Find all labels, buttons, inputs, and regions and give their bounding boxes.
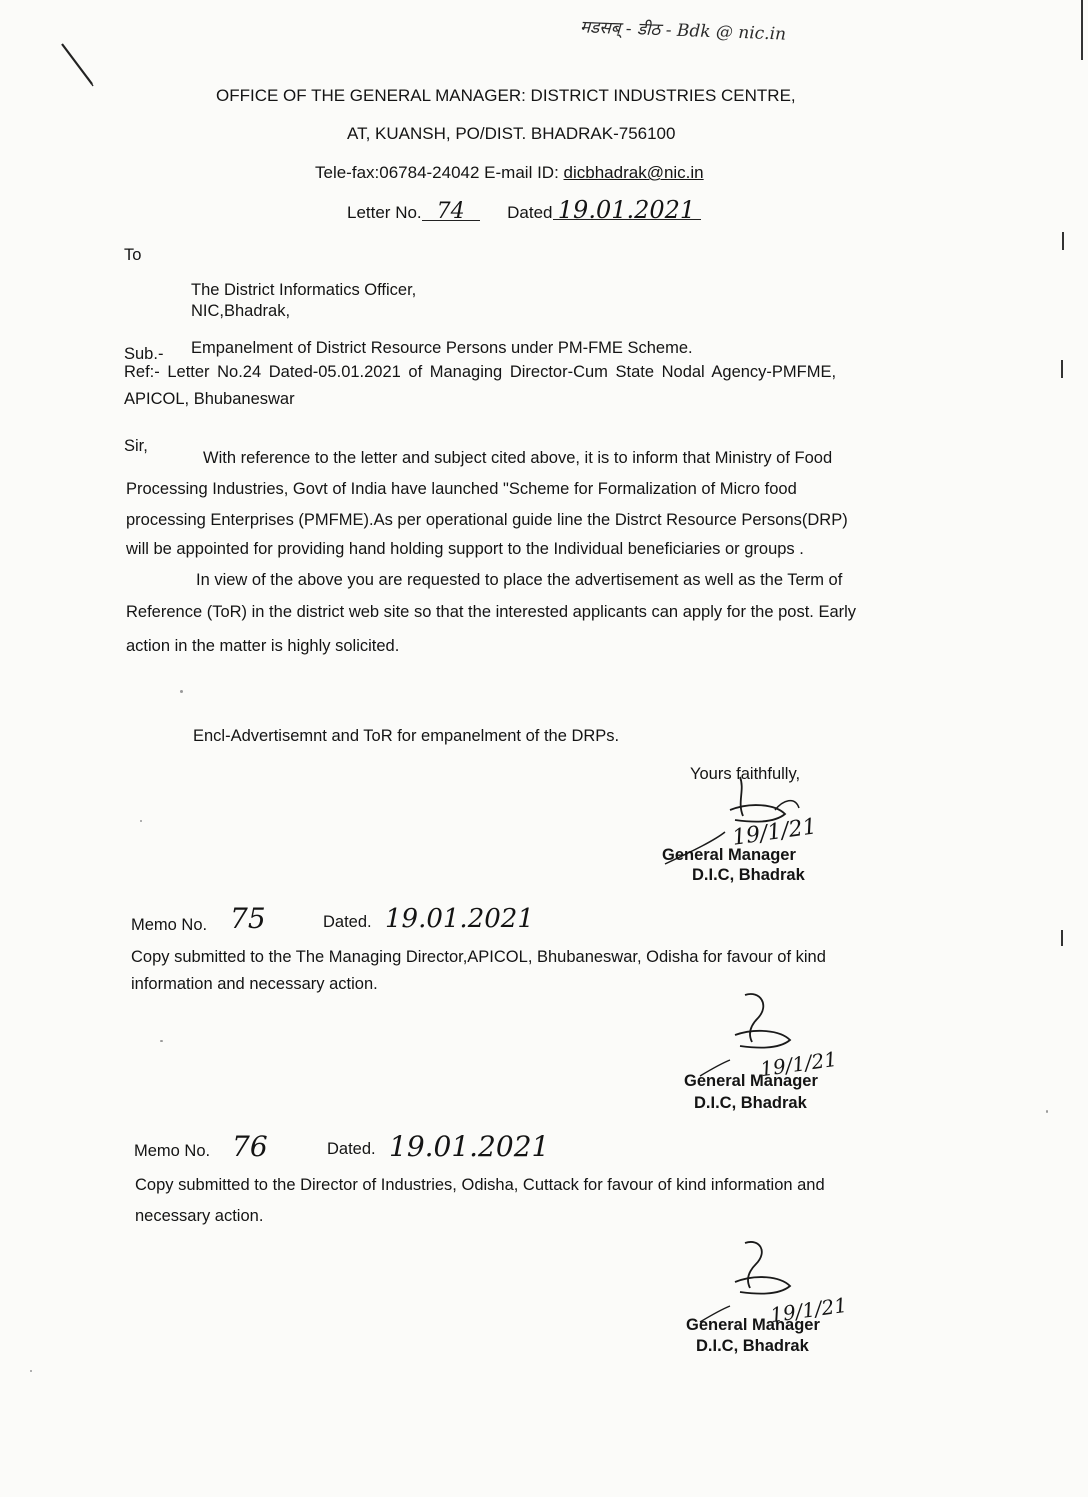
memo1-number: 75	[230, 902, 266, 935]
scan-edge-mark	[1081, 0, 1083, 60]
body-para2-line3: action in the matter is highly solicited.	[126, 637, 400, 655]
signatory-office: D.I.C, Bhadrak	[696, 1337, 809, 1355]
signature-initial-date: 19/1/21	[768, 1292, 849, 1328]
subject-label: Sub.-	[124, 345, 164, 363]
body-para1-line4: will be appointed for providing hand holding support to the Individual beneficiaries or groups .	[126, 540, 804, 558]
to-label: To	[124, 246, 142, 264]
corner-slash-mark	[58, 40, 98, 90]
signature-initial-date: 19/1/21	[758, 1046, 839, 1082]
body-para1-line3: processing Enterprises (PMFME).As per operational guide line the Distrct Resource Persons(DRP)	[126, 511, 848, 529]
letter-dated-label: Dated	[507, 203, 553, 222]
signatory-office: D.I.C, Bhadrak	[694, 1094, 807, 1112]
memo1-line1: Copy submitted to the The Managing Director,APICOL, Bhubaneswar, Odisha for favour of kind	[131, 948, 826, 966]
reference-line-2: APICOL, Bhubaneswar	[124, 390, 295, 408]
enclosure-note: Encl-Advertisemnt and ToR for empanelment of the DRPs.	[193, 727, 620, 745]
signatory-designation: General Manager	[686, 1316, 820, 1334]
scan-speck	[1046, 1110, 1048, 1113]
body-para2-line1: In view of the above you are requested to place the advertisement as well as the Term of	[196, 571, 843, 589]
memo2-dated-label: Dated.	[327, 1140, 376, 1158]
signatory-designation: General Manager	[662, 846, 796, 864]
memo2-number: 76	[232, 1130, 268, 1163]
scan-speck	[140, 820, 142, 822]
body-para1-line1: With reference to the letter and subject cited above, it is to inform that Ministry of Food	[203, 449, 833, 467]
signatory-office: D.I.C, Bhadrak	[692, 866, 805, 884]
letter-number-line	[347, 196, 701, 224]
scan-edge-mark	[1061, 930, 1063, 946]
office-address: AT, KUANSH, PO/DIST. BHADRAK-756100	[347, 124, 676, 143]
letter-date-value: 19.01.2021	[553, 201, 701, 220]
scan-speck	[160, 1040, 163, 1042]
scan-speck	[30, 1370, 32, 1372]
scan-edge-mark	[1061, 360, 1063, 378]
scan-speck	[180, 690, 183, 693]
body-para1-line2: Processing Industries, Govt of India have launched "Scheme for Formalization of Micro food	[126, 480, 797, 498]
office-contact	[315, 163, 704, 183]
letter-no-label: Letter No.	[347, 203, 422, 222]
closing-phrase: Yours faithfully,	[690, 765, 801, 783]
salutation: Sir,	[124, 437, 148, 455]
addressee-office: NIC,Bhadrak,	[191, 302, 291, 320]
memo1-dated-label: Dated.	[323, 913, 372, 931]
office-title: OFFICE OF THE GENERAL MANAGER: DISTRICT INDUSTRIES CENTRE,	[216, 86, 796, 105]
reference-line-1: Ref:- Letter No.24 Dated-05.01.2021 of Managing Director-Cum State Nodal Agency-PMFME,	[124, 363, 837, 381]
memo2-label: Memo No.	[134, 1142, 211, 1160]
handwritten-note: मडसब्‌ - डीठ - Bdk @ nic.in	[579, 17, 787, 45]
telefax-text: Tele-fax:06784-24042 E-mail ID:	[315, 163, 564, 182]
scan-edge-mark	[1062, 232, 1064, 250]
letter-no-value: 74	[422, 204, 480, 221]
email-link[interactable]: dicbhadrak@nic.in	[563, 163, 704, 182]
body-para2-line2: Reference (ToR) in the district web site so that the interested applicants can apply for the post. Early	[126, 603, 857, 621]
memo2-line1: Copy submitted to the Director of Industries, Odisha, Cuttack for favour of kind information and	[135, 1176, 825, 1194]
addressee-title: The District Informatics Officer,	[191, 281, 417, 299]
memo2-line2: necessary action.	[135, 1207, 264, 1225]
signature-initial-date: 19/1/21	[730, 814, 819, 851]
subject-text: Empanelment of District Resource Persons under PM-FME Scheme.	[191, 339, 693, 357]
memo1-date: 19.01.2021	[385, 904, 534, 934]
memo2-date: 19.01.2021	[389, 1130, 550, 1163]
signatory-designation: General Manager	[684, 1072, 818, 1090]
memo1-label: Memo No.	[131, 916, 208, 934]
memo1-line2: information and necessary action.	[131, 975, 378, 993]
